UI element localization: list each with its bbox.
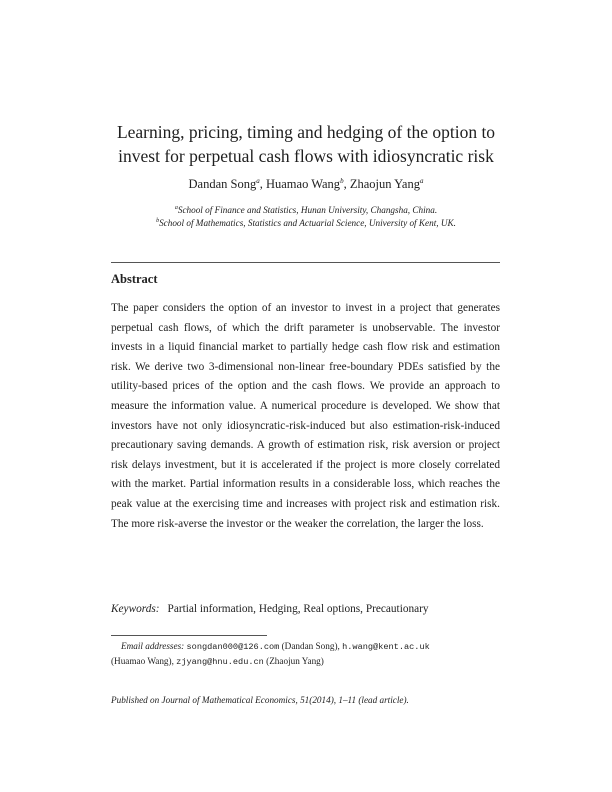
author-list: Dandan Song$^a$, Huamao Wang$^b$, Zhaojun Yang$^a$ (188, 177, 424, 191)
keywords-text: Partial information, Hedging, Real options, Precautionary (167, 603, 429, 615)
email-owner: (Zhaojun Yang) (266, 655, 324, 666)
abstract-top-rule (111, 262, 500, 263)
title-line-2: invest for perpetual cash flows with idiosyncratic risk (118, 146, 494, 166)
email-owner: (Dandan Song), (281, 641, 340, 651)
email-link[interactable]: songdan000@126.com (186, 642, 280, 652)
author-name: Dandan Song (188, 177, 257, 191)
author-affil-mark: a (419, 177, 424, 185)
affiliation-mark: b (156, 218, 160, 224)
affiliation-a (60, 204, 552, 217)
author-affil-mark: a (256, 177, 260, 185)
email-footnote (111, 640, 500, 669)
email-owner: (Huamao Wang), (111, 655, 174, 666)
affiliation-text: School of Finance and Statistics, Hunan University, Changsha, China. (177, 205, 438, 215)
email-link[interactable]: zjyang@hnu.edu.cn (176, 656, 264, 667)
paper-title (80, 120, 532, 168)
keywords-label: Keywords: (111, 603, 160, 615)
footnote-label: Email addresses: (121, 641, 185, 651)
author-name: Zhaojun Yang (349, 177, 420, 191)
author-affil-mark: b (340, 177, 344, 185)
publication-note: Published on Journal of Mathematical Economics, 51(2014), 1–11 (lead article). (111, 695, 409, 705)
email-link[interactable]: h.wang@kent.ac.uk (342, 642, 430, 652)
footnote-rule (111, 635, 267, 636)
affiliation-b (60, 217, 552, 230)
affiliation-mark: a (174, 205, 178, 211)
title-line-1: Learning, pricing, timing and hedging of the option to (116, 122, 496, 142)
abstract-heading: Abstract (111, 272, 158, 286)
affiliation-text: School of Mathematics, Statistics and Actuarial Science, University of Kent, UK. (159, 218, 456, 228)
author-name: Huamao Wang (265, 177, 341, 191)
keywords-line (111, 601, 500, 617)
abstract-text: The paper considers the option of an investor to invest in a project that generates perpetual cash flows, of which the drift parameter is unobservable. The investor invests in a liquid financial market to partially hedge cash flow risk and estimation risk. We derive two 3-dimensional non-linear free-boundary PDEs satisfied by the utility-based prices of the option and the cash flows. We provide an approach to measure the information value. A numerical procedure is developed. We show that investors have not only idiosyncratic-risk-induced but also estimation-risk-induced precautionary saving demands. A growth of estimation risk, risk aversion or project risk delays investment, but it is accelerated if the project is more closely correlated with the market. Partial information results in a considerable loss, which reaches the peak value at the exercising time and increases with project risk and estimation risk. The more risk-averse the investor or the weaker the correlation, the larger the loss. (111, 302, 500, 530)
